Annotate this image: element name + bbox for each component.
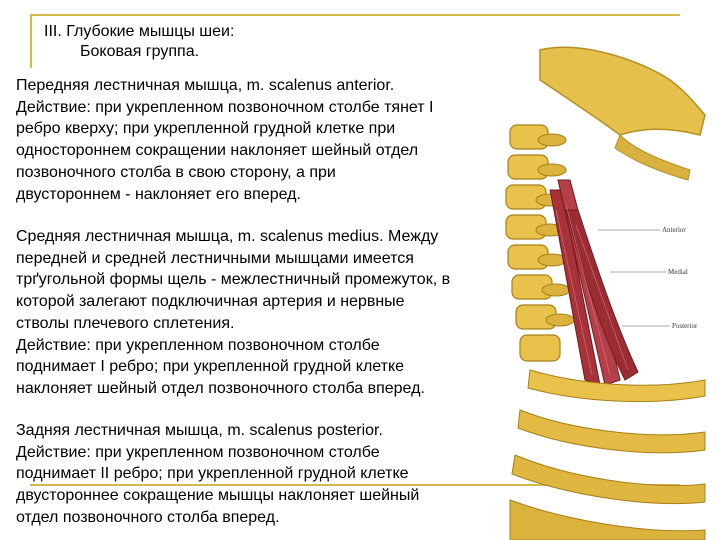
text-line: Задняя лестничная мышца, m. scalenus posterior. xyxy=(16,422,383,439)
text-line: поднимает II ребро; при укрепленной грудной клетке xyxy=(16,465,409,483)
scalene-muscles-illustration xyxy=(500,40,710,540)
text-line: одностороннем сокращении наклоняет шейный отдел xyxy=(16,142,419,160)
text-line: отдел позвоночного столба вперед. xyxy=(16,508,280,526)
text-line: Средняя лестничная мышца, m. scalenus medius. Между xyxy=(16,228,439,245)
text-line: Действие: при укрепленном позвоночном столбе тянет I xyxy=(16,98,434,116)
text-line: позвоночного столба в свою сторону, а при xyxy=(16,163,336,181)
frame-top-line xyxy=(30,14,680,16)
label-posterior: Posterior xyxy=(672,322,698,330)
text-line: двустороннем - наклоняет его вперед. xyxy=(16,185,301,203)
paragraph-scalenus-medius xyxy=(16,226,516,400)
slide-subtitle: Боковая группа. xyxy=(80,43,200,60)
text-line: наклоняет шейный отдел позвоночного столба вперед. xyxy=(16,379,425,397)
text-line: Действие: при укрепленном позвоночном столбе xyxy=(16,443,380,461)
label-medial: Medial xyxy=(668,268,688,276)
paragraph-scalenus-posterior xyxy=(16,420,516,529)
text-line: стволы плечевого сплетения. xyxy=(16,314,235,332)
text-line: трґугольной формы щель - межлестничный промежуток, в xyxy=(16,271,451,289)
text-line: двустороннее сокращение мышцы наклоняет шейный xyxy=(16,487,420,505)
text-line: передней и средней лестничными мышцами имеется xyxy=(16,249,414,267)
slide-title: III. Глубокие мышцы шеи: xyxy=(44,23,235,40)
label-anterior: Anterior xyxy=(662,226,686,234)
frame-left-line xyxy=(30,14,32,68)
text-line: которой залегают подключичная артерия и нервные xyxy=(16,293,405,311)
paragraph-scalenus-anterior xyxy=(16,75,516,205)
text-line: Действие: при укрепленном позвоночном столбе xyxy=(16,336,380,354)
text-line: поднимает I ребро; при укрепленной грудной клетке xyxy=(16,358,405,376)
text-line: Передняя лестничная мышца, m. scalenus anterior. xyxy=(16,77,395,94)
text-line: ребро кверху; при укрепленной грудной клетке при xyxy=(16,120,396,138)
